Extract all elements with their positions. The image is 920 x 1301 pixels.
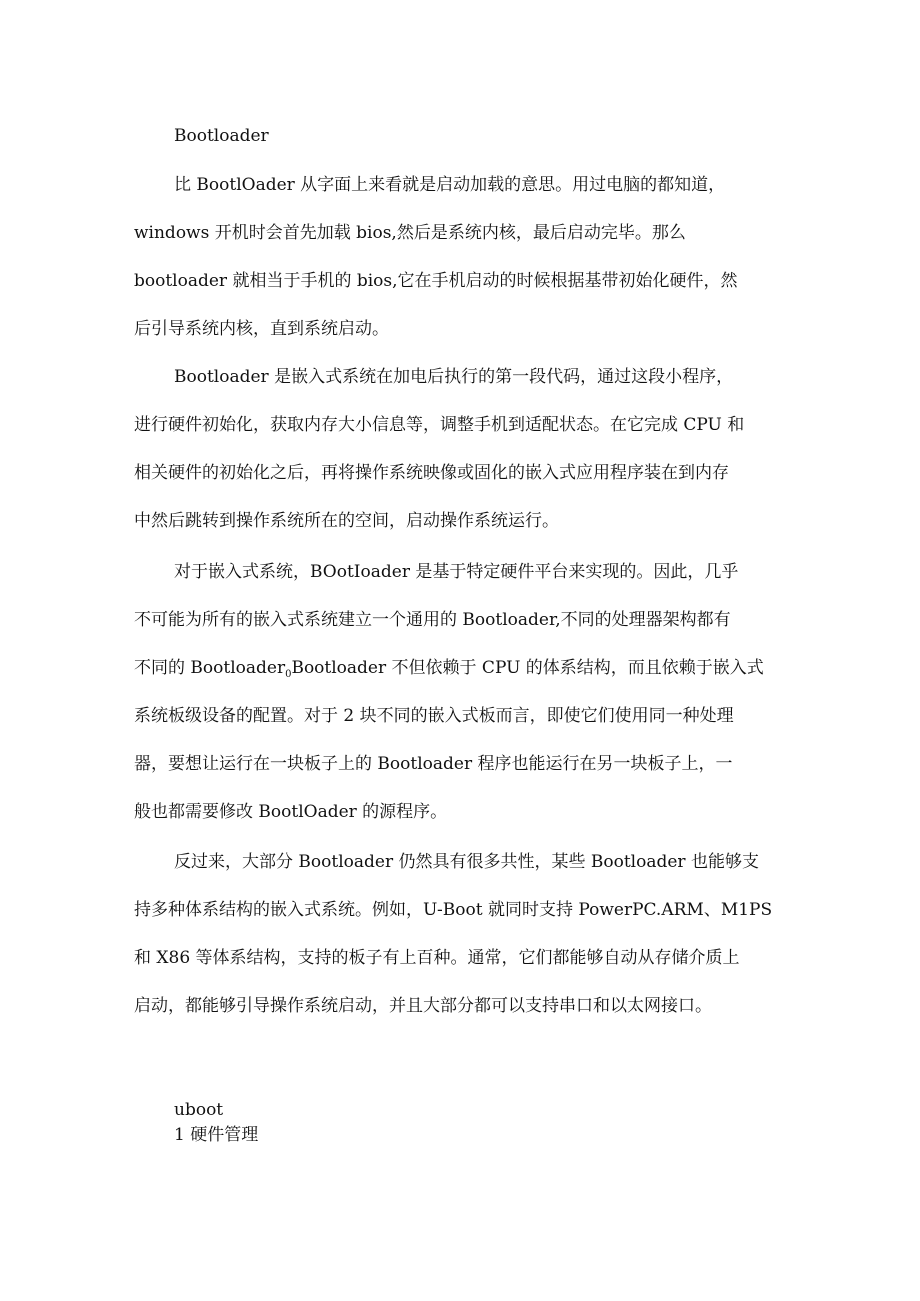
paragraph-4-line-4: 启动，都能够引导操作系统启动，并且大部分都可以支持串口和以太网接口。 — [134, 996, 712, 1016]
paragraph-3-line-3-part-a: 不同的 Bootloader — [134, 658, 286, 678]
paragraph-3-line-5: 器，要想让运行在一块板子上的 Bootloader 程序也能运行在另一块板子上，一 — [134, 754, 733, 774]
section-heading-uboot: uboot — [174, 1100, 224, 1120]
paragraph-2-line-1: Bootloader 是嵌入式系统在加电后执行的第一段代码，通过这段小程序， — [174, 367, 734, 387]
document-title: Bootloader — [174, 126, 269, 146]
paragraph-1-line-4: 后引导系统内核，直到系统启动。 — [134, 319, 389, 339]
paragraph-4-line-2: 持多种体系结构的嵌入式系统。例如，U-Boot 就同时支持 PowerPC.ARM、M1PS — [134, 900, 773, 920]
paragraph-3-line-2: 不可能为所有的嵌入式系统建立一个通用的 Bootloader,不同的处理器架构都有 — [134, 610, 731, 630]
paragraph-4-line-3: 和 X86 等体系结构，支持的板子有上百种。通常，它们都能够自动从存储介质上 — [134, 948, 740, 968]
paragraph-1-line-1: 比 BootlOader 从字面上来看就是启动加载的意思。用过电脑的都知道， — [174, 175, 726, 195]
paragraph-1-line-3: bootloader 就相当于手机的 bios,它在手机启动的时候根据基带初始化硬件，然 — [134, 271, 738, 291]
paragraph-3-line-4: 系统板级设备的配置。对于 2 块不同的嵌入式板而言，即使它们使用同一种处理 — [134, 706, 734, 726]
paragraph-4-line-1: 反过来，大部分 Bootloader 仍然具有很多共性，某些 Bootloader 也能够支 — [174, 852, 759, 872]
paragraph-2-line-2: 进行硬件初始化，获取内存大小信息等，调整手机到适配状态。在它完成 CPU 和 — [134, 415, 745, 435]
paragraph-1-line-2: windows 开机时会首先加载 bios,然后是系统内核，最后启动完毕。那么 — [134, 223, 686, 243]
section-item-hardware-management: 1 硬件管理 — [174, 1125, 259, 1145]
paragraph-2-line-4: 中然后跳转到操作系统所在的空间，启动操作系统运行。 — [134, 511, 559, 531]
paragraph-3-line-3-subscript: 0 — [285, 669, 292, 680]
paragraph-3-line-6: 般也都需要修改 BootlOader 的源程序。 — [134, 802, 448, 822]
paragraph-3-line-3-part-b: Bootloader 不但依赖于 CPU 的体系结构，而且依赖于嵌入式 — [291, 658, 764, 678]
paragraph-3-line-1: 对于嵌入式系统，BOotIoader 是基于特定硬件平台来实现的。因此，几乎 — [174, 562, 739, 582]
paragraph-3-line-3 — [134, 658, 764, 685]
paragraph-2-line-3: 相关硬件的初始化之后，再将操作系统映像或固化的嵌入式应用程序装在到内存 — [134, 463, 729, 483]
